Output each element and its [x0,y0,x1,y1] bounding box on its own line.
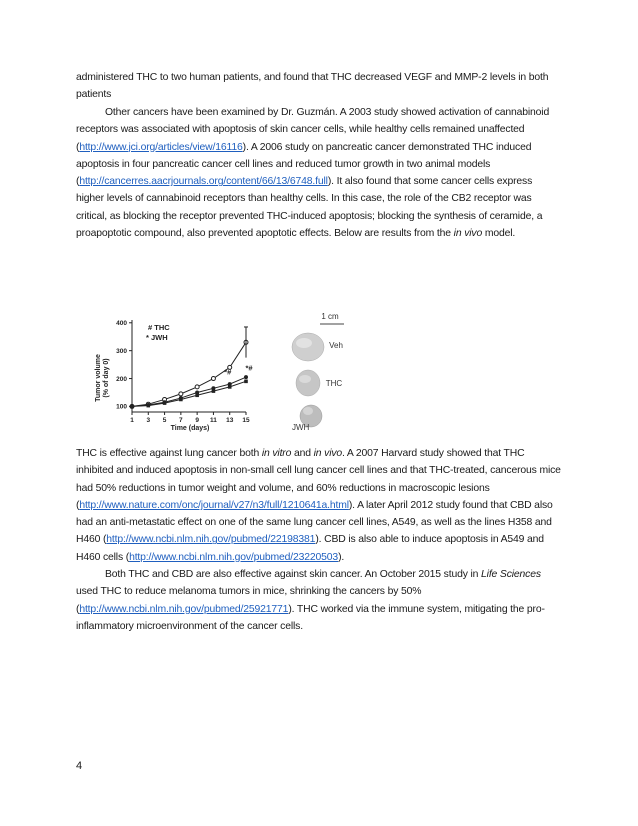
x-tick-label: 3 [146,417,151,424]
data-point-jwh [146,404,150,408]
paragraph-2 [76,104,562,242]
link-cancerres-6748[interactable]: http://cancerres.aacrjournals.org/content/66/13/6748.full [79,176,328,188]
paragraph-1-text [76,69,562,104]
paragraph-1 [76,69,562,104]
significance-mark: *# [224,367,232,377]
data-point-jwh [244,380,248,384]
link-nature-1210641a[interactable]: http://www.nature.com/onc/journal/v27/n3/full/1210641a.html [79,499,349,511]
data-point-jwh [130,405,134,409]
paragraph-1-span: administered THC to two human patients, and found that THC decreased VEGF and MMP-2 levels in both patients [76,72,549,101]
paragraph-4-italic-1: Life Sciences [481,569,541,581]
scale-label: 1 cm [321,312,339,321]
y-tick-label: 400 [116,320,127,328]
paragraph-2-span-c: ). It also found that some cancer cells express higher levels of cannabinoid receptors than healthy cells. In this case, the role of the CB2 receptor was critical, as blocking the receptor prevented THC-induced apoptosis; blocking the synthesis of ceramide, a proapoptotic compound, also prevented apoptotic effects. Below are results from the [76,176,543,240]
paragraph-3-span-c: . A 2007 Harvard study showed that THC inhibited and induced apoptosis in non-small cell lung cancer cell lines and that THC-treated, cancerous mice had 50% reductions in tumor weight and volume, and 60% reductions in macroscopic lesions ( [76,448,561,511]
link-pubmed-23220503[interactable]: http://www.ncbi.nlm.nih.gov/pubmed/23220503 [129,551,339,563]
tumor-photo-veh-highlight [296,338,312,348]
x-tick-label: 13 [226,417,234,424]
tumor-photos-svg [286,312,360,432]
paragraph-4-text [76,566,562,635]
x-tick-label: 1 [130,417,134,424]
link-jci-16116[interactable]: http://www.jci.org/articles/view/16116 [79,141,243,153]
data-point-vehicle [195,385,199,389]
data-point-jwh [179,398,183,402]
tumor-volume-chart [86,312,286,432]
paragraph-3-span-d: ). A later April 2012 study found that CBD also had an anti-metastatic effect on one of the same lung cancer cell lines, A549, as well as the lines H358 and H460 ( [76,499,553,546]
photo-label-veh: Veh [329,341,343,350]
paragraph-4-span-c: ). THC worked via the immune system, mitigating the pro-inflammatory microenvironment of the cancer cells. [76,603,545,632]
legend-entry-jwh: * JWH [146,333,168,342]
tumor-photos [286,312,360,432]
paragraph-4-span-b: used THC to reduce melanoma tumors in mice, shrinking the cancers by 50% ( [76,586,422,615]
y-axis-title-line-2: (% of day 0) [103,358,110,398]
data-point-jwh [212,389,216,393]
x-tick-label: 9 [195,417,199,424]
legend-entry-thc: # THC [148,323,170,332]
data-point-thc [244,375,248,379]
data-point-vehicle [211,377,215,381]
paragraph-2-text [76,104,562,242]
y-tick-label: 100 [116,403,127,411]
page-number: 4 [76,760,83,772]
x-tick-label: 11 [209,417,217,424]
tumor-photo-thc-highlight [299,375,311,383]
tumor-photo-thc [296,370,320,396]
paragraph-4-span-a: Both THC and CBD are also effective against skin cancer. An October 2015 study in [105,569,482,581]
y-axis-title-line-1: Tumor volume [95,354,102,402]
paragraph-3-span-b: and [291,448,314,459]
x-tick-label: 7 [179,417,183,424]
link-pubmed-25921771[interactable]: http://www.ncbi.nlm.nih.gov/pubmed/25921771 [79,603,289,615]
paragraph-3-text [76,445,562,566]
paragraph-2-span-a: Other cancers have been examined by Dr. Guzmán. A 2003 study showed activation of cannabinoid receptors was associated with apoptosis of skin cancer cells, while healthy cells remained unaffected ( [76,107,550,153]
chart-legend [146,323,170,342]
x-tick-label: 15 [242,417,250,424]
y-tick-label: 300 [116,347,127,355]
x-tick-label: 5 [162,417,167,424]
data-point-jwh [228,385,232,389]
link-pubmed-22198381[interactable]: http://www.ncbi.nlm.nih.gov/pubmed/22198381 [106,534,316,546]
data-point-jwh [195,393,199,397]
data-point-vehicle [179,392,183,396]
tumor-photo-jwh-highlight [303,407,313,415]
y-tick-label: 200 [116,375,127,383]
paragraph-3-span-f: ). [338,551,345,563]
paragraph-2-italic: in vivo [453,228,483,240]
photo-label-thc: THC [325,379,343,388]
paragraph-3 [76,445,562,635]
paragraph-3-italic-2: in vivo [313,448,343,459]
data-point-jwh [163,401,167,405]
paragraph-2-span-d: model. [482,228,516,240]
paragraph-2-span-b: ). A 2006 study on pancreatic cancer demonstrated THC induced apoptosis in four pancreatic cancer cell lines and reduced tumor growth in two animal models ( [76,141,532,188]
x-axis-title: Time (days) [170,425,210,432]
paragraph-3-span-e: ). CBD is also able to induce apoptosis in A549 and H460 cells ( [76,534,544,563]
photo-label-jwh: JWH [292,423,310,432]
paragraph-3-span-a: THC is effective against lung cancer both [76,448,262,459]
paragraph-3-italic-1: in vitro [261,448,292,459]
significance-mark: *# [245,363,253,373]
